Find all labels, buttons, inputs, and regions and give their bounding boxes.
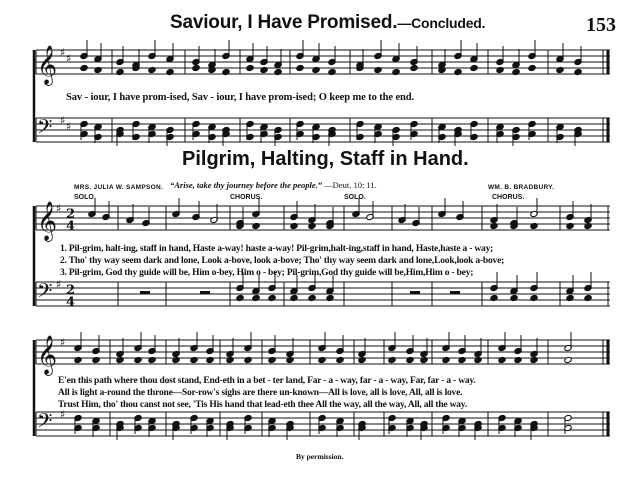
note-head bbox=[192, 64, 200, 71]
note-head bbox=[510, 294, 518, 301]
verse3-line-system2: Trust Him, tho' thou canst not see, 'Tis His hand that lead-eth thee All the way, all the way, All, all the way. bbox=[58, 400, 468, 410]
note-head bbox=[530, 222, 538, 229]
note-head bbox=[148, 356, 156, 363]
note-head bbox=[358, 356, 366, 363]
marker-solo-2: SOLO. bbox=[344, 194, 366, 201]
verse2-line-system2: All is light a-round the throne—Sor-row's sighs are there un-known—All is love, all is love, All, all is love. bbox=[58, 388, 463, 398]
note-head bbox=[318, 356, 326, 363]
sharp-icon: ♯ bbox=[60, 336, 66, 349]
note-head bbox=[296, 64, 304, 71]
note-head bbox=[328, 68, 336, 75]
whole-rest bbox=[140, 291, 150, 294]
note-head bbox=[392, 68, 400, 75]
note-head bbox=[564, 356, 572, 363]
note-head bbox=[166, 68, 174, 75]
note-head bbox=[80, 64, 88, 71]
note-head bbox=[290, 222, 298, 229]
hymn2-composer: WM. B. BRADBURY. bbox=[488, 184, 555, 191]
sharp-icon: ♯ bbox=[60, 114, 66, 127]
note-head bbox=[148, 66, 156, 73]
note-head bbox=[566, 222, 574, 229]
note-head bbox=[134, 356, 142, 363]
note-head bbox=[584, 222, 592, 229]
note-head bbox=[116, 356, 124, 363]
whole-rest bbox=[200, 291, 210, 294]
sharp-icon: ♯ bbox=[60, 46, 66, 59]
verse1-line-system1: 1. Pil-grim, halt-ing, staff in hand, Haste a-way! haste a-way! Pil-grim,halt-ing,staff in hand, Haste,haste a - way; bbox=[60, 244, 494, 254]
note-head bbox=[514, 356, 522, 363]
note-head bbox=[530, 356, 538, 363]
time-signature-bottom: 4 bbox=[66, 219, 76, 234]
whole-rest bbox=[450, 291, 460, 294]
note-head bbox=[490, 294, 498, 301]
sharp-icon: ♯ bbox=[56, 202, 62, 215]
note-head bbox=[512, 68, 520, 75]
time-signature-top: 2 bbox=[66, 207, 76, 222]
treble-clef-icon: 𝄞 bbox=[37, 201, 58, 241]
treble-clef-icon: 𝄞 bbox=[37, 335, 58, 375]
note-head bbox=[406, 356, 414, 363]
note-head bbox=[290, 294, 298, 301]
note-head bbox=[458, 356, 466, 363]
note-head bbox=[190, 356, 198, 363]
note-head bbox=[246, 64, 254, 71]
hymn2-author: MRS. JULIA W. SAMPSON. bbox=[74, 184, 164, 191]
note-head bbox=[530, 294, 538, 301]
verse3-line-system1: 3. Pil-grim, God thy guide will be, Him o-bey, Him o - bey; Pil-grim,God thy guide will be,Him,Him o - bey; bbox=[60, 268, 474, 278]
note-head bbox=[260, 66, 268, 73]
note-head bbox=[226, 356, 234, 363]
note-head bbox=[556, 66, 564, 73]
note-head bbox=[474, 356, 482, 363]
bass-clef-icon: 𝄢 bbox=[37, 409, 53, 437]
note-head bbox=[308, 294, 316, 301]
note-head bbox=[410, 64, 418, 71]
epigraph-text: “Arise, take thy journey before the people.” bbox=[170, 180, 323, 190]
note-head bbox=[244, 356, 252, 363]
note-head bbox=[268, 356, 276, 363]
note-head bbox=[326, 294, 334, 301]
note-head bbox=[374, 66, 382, 73]
note-head bbox=[498, 356, 506, 363]
time-signature-top: 2 bbox=[66, 283, 76, 298]
sharp-icon: ♯ bbox=[56, 278, 62, 291]
note-head bbox=[268, 294, 276, 301]
note-head bbox=[454, 68, 462, 75]
note-head bbox=[470, 64, 478, 71]
note-head bbox=[528, 64, 536, 71]
epigraph-ref: —Deut. 10: 11. bbox=[324, 180, 377, 190]
note-head bbox=[274, 68, 282, 75]
note-head bbox=[236, 294, 244, 301]
note-head bbox=[92, 356, 100, 363]
note-head bbox=[206, 356, 214, 363]
time-signature-bottom: 4 bbox=[66, 295, 76, 310]
sharp-icon: ♯ bbox=[60, 408, 66, 421]
hymn1-lyrics: Sav - iour, I have prom-ised, Sav - iour, I have prom-ised; O keep me to the end. bbox=[66, 92, 415, 103]
note-head bbox=[566, 294, 574, 301]
note-head bbox=[336, 356, 344, 363]
note-head bbox=[442, 356, 450, 363]
note-head bbox=[74, 356, 82, 363]
page-number: 153 bbox=[586, 14, 616, 36]
note-head bbox=[172, 356, 180, 363]
note-head bbox=[584, 294, 592, 301]
note-head bbox=[94, 66, 102, 73]
note-head bbox=[222, 68, 230, 75]
note-head bbox=[312, 66, 320, 73]
treble-clef-icon: 𝄞 bbox=[37, 45, 58, 85]
bass-clef-icon: 𝄢 bbox=[37, 115, 53, 143]
note-head bbox=[496, 66, 504, 73]
note-head bbox=[116, 68, 124, 75]
verse2-line-system1: 2. Tho' thy way seem dark and lone, Look a-bove, look a-bove; Tho' thy way seem dark and lone,Look,look a-bove; bbox=[60, 256, 505, 266]
permission-note: By permission. bbox=[296, 452, 344, 461]
hymn2-title: Pilgrim, Halting, Staff in Hand. bbox=[182, 148, 469, 170]
hymn1-title-main: Saviour, I Have Promised. bbox=[170, 12, 398, 33]
whole-rest bbox=[410, 291, 420, 294]
note-head bbox=[490, 222, 498, 229]
marker-chorus-2: CHORUS. bbox=[492, 194, 525, 201]
note-head bbox=[574, 68, 582, 75]
sharp-icon: ♯ bbox=[66, 52, 72, 65]
bass-clef-icon: 𝄢 bbox=[37, 279, 53, 307]
hymn1-title-suffix: —Concluded. bbox=[397, 15, 486, 31]
note-head bbox=[252, 294, 260, 301]
marker-solo-1: SOLO. bbox=[74, 194, 96, 201]
note-head bbox=[308, 222, 316, 229]
note-head bbox=[252, 222, 260, 229]
marker-chorus-1: CHORUS. bbox=[230, 194, 263, 201]
note-head bbox=[420, 356, 428, 363]
verse1-line-system2: E'en this path where thou dost stand, End-eth in a bet - ter land, Far - a - way, far - a - way, Far, far - a - way. bbox=[58, 376, 476, 386]
note-head bbox=[388, 356, 396, 363]
note-head bbox=[286, 356, 294, 363]
sharp-icon: ♯ bbox=[66, 120, 72, 133]
